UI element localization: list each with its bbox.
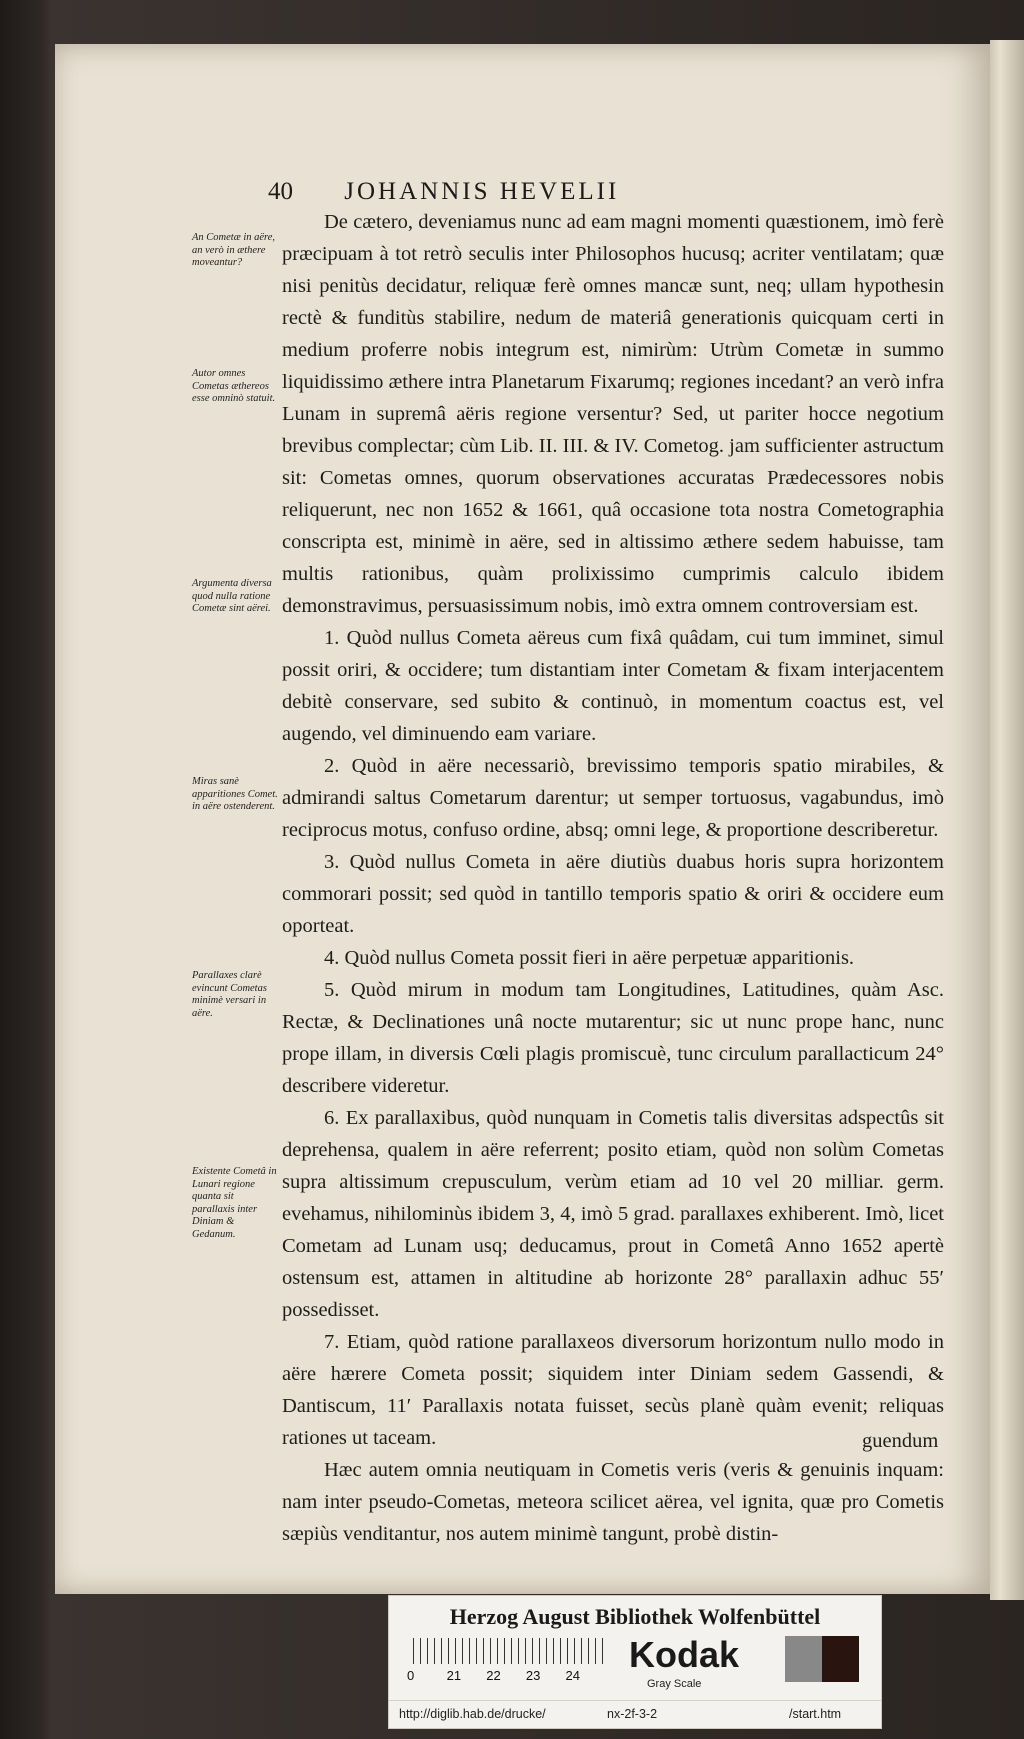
ruler-number: 24 — [565, 1668, 580, 1683]
paragraph: 2. Quòd in aëre necessariò, brevissimo temporis spatio mirabiles, & admirandi saltus Cometarum darentur; ut semper tortuosus, vagabundus, imò reciprocus motus, confuso ordine, absq; omni lege, & proportione describeretur. — [282, 755, 944, 841]
paragraph: 6. Ex parallaxibus, quòd nunquam in Cometis talis diversitas adspectûs sit deprehensa, qualem in aëre referrent; posito etiam, quòd non solùm Cometas supra altissimum crepusculum, verùm etiam ad 10 vel 20 milliar. germ. evehamus, nihilominùs ibidem 3, 4, imò 5 grad. parallaxes exhiberent. Imò, licet Cometam ad Lunam usq; deducamus, prout in Cometâ Anno 1652 apertè ostensum est, attamen in altitudine ab horizonte 28° parallaxin adhuc 55′ possedisset. — [282, 1107, 944, 1321]
ruler-scale — [413, 1638, 609, 1664]
shelfmark: nx-2f-3-2 — [607, 1707, 658, 1721]
library-title: Herzog August Bibliothek Wolfenbüttel — [449, 1604, 821, 1629]
catchword: guendum — [862, 1430, 939, 1452]
color-target-card — [388, 1595, 882, 1729]
gray-swatch — [785, 1636, 859, 1682]
paragraph: 3. Quòd nullus Cometa in aëre diutiùs duabus horis supra horizontem commorari possit; sed quòd in tantillo temporis spatio & oriri & occidere eum oporteat. — [282, 851, 944, 937]
paragraph: 7. Etiam, quòd ratione parallaxeos diversorum horizontum nullo modo in aëre hærere Cometa possit; siquidem inter Diniam sedem Gassendi, & Dantiscum, 11′ Parallaxis notata fuisset, secùs planè quàm evenit; reliquas rationes ut taceam. — [282, 1331, 944, 1449]
library-url: http://diglib.hab.de/drucke/ — [399, 1707, 546, 1721]
margin-note: Miras sanè apparitiones Comet. in aëre ostenderent. — [192, 776, 278, 812]
gray-scale-label: Gray Scale — [647, 1678, 702, 1690]
card-footer — [389, 1700, 881, 1727]
ruler-number: 23 — [525, 1668, 541, 1683]
margin-note: An Cometæ in aëre, an verò in æthere moveantur? — [192, 232, 276, 268]
margin-note: Autor omnes Cometas æthereos esse omninò statuit. — [192, 368, 276, 404]
paragraph: 1. Quòd nullus Cometa aëreus cum fixâ quâdam, cui tum imminet, simul possit oriri, & occidere; tum distantiam inter Cometam & fixam interjacentem debitè conservare, sed subito & continuò, in momentum coactus est, vel augendo, vel diminuendo eam variare. — [282, 627, 944, 745]
margin-note: Parallaxes clarè evincunt Cometas minimè versari in aëre. — [192, 970, 267, 1019]
body-text — [282, 206, 944, 1550]
adjacent-page-edge — [990, 40, 1024, 1600]
running-title: JOHANNIS HEVELII — [344, 178, 620, 205]
running-head — [268, 178, 868, 206]
ruler-number: 22 — [486, 1668, 501, 1683]
kodak-logo: Kodak — [629, 1634, 740, 1675]
paragraph: Hæc autem omnia neutiquam in Cometis veris (veris & genuinis inquam: nam inter pseudo-Cometas, meteora scilicet aërea, vel ignita, quæ pro Cometis sæpiùs venditantur, nos autem minimè tangunt, probè distin- — [282, 1459, 944, 1545]
start-file: /start.htm — [789, 1707, 842, 1721]
paragraph: De cætero, deveniamus nunc ad eam magni momenti quæstionem, imò ferè præcipuam à tot retrò seculis inter Philosophos hucusq; acriter ventilatam; quæ nisi penitùs decidatur, reliquæ ferè omnes mancæ sunt, neq; ullam hypothesin rectè & funditùs stabilire, nedum de materiâ generationis quicquam certi in medium proferre nobis integrum est, nimirùm: Utrùm Cometæ in summo liquidissimo æthere intra Planetarum Fixarumq; regiones incedant? an verò infra Lunam in supremâ aëris regione versentur? Sed, ut pariter hocce negotium brevibus complectar; cùm Lib. II. III. & IV. Cometog. jam sufficienter astructum sit: Cometas omnes, quorum observationes accuratas Prædecessores nobis reliquerunt, nec non 1652 & 1661, quâ occasione tota nostra Cometographia conscripta est, minimè in aëre, sed in altissimo æthere sedem habuisse, tam multis rationibus, quàm prolixissimo cumprimis calculo ibidem demonstravimus, persuasissimum nobis, imò extra omnem controversiam est. — [282, 211, 944, 617]
ruler-number: 0 — [407, 1668, 415, 1683]
paragraph: 4. Quòd nullus Cometa possit fieri in aëre perpetuæ apparitionis. — [324, 947, 855, 969]
ruler-number: 21 — [446, 1668, 462, 1683]
page-number: 40 — [268, 178, 293, 205]
margin-note: Argumenta diversa quod nulla ratione Cometæ sint aërei. — [192, 578, 272, 614]
paragraph: 5. Quòd mirum in modum tam Longitudines, Latitudines, quàm Asc. Rectæ, & Declinationes unâ nocte mutarentur; sic ut nunc prope hanc, nunc prope illam, in diversis Cœli plagis promiscuè, tunc circulum parallacticum 24° describere videretur. — [282, 979, 944, 1097]
margin-note: Existente Cometâ in Lunari regione quanta sit parallaxis inter Diniam & Gedanum. — [192, 1166, 277, 1240]
ruler-numbers — [407, 1668, 627, 1683]
